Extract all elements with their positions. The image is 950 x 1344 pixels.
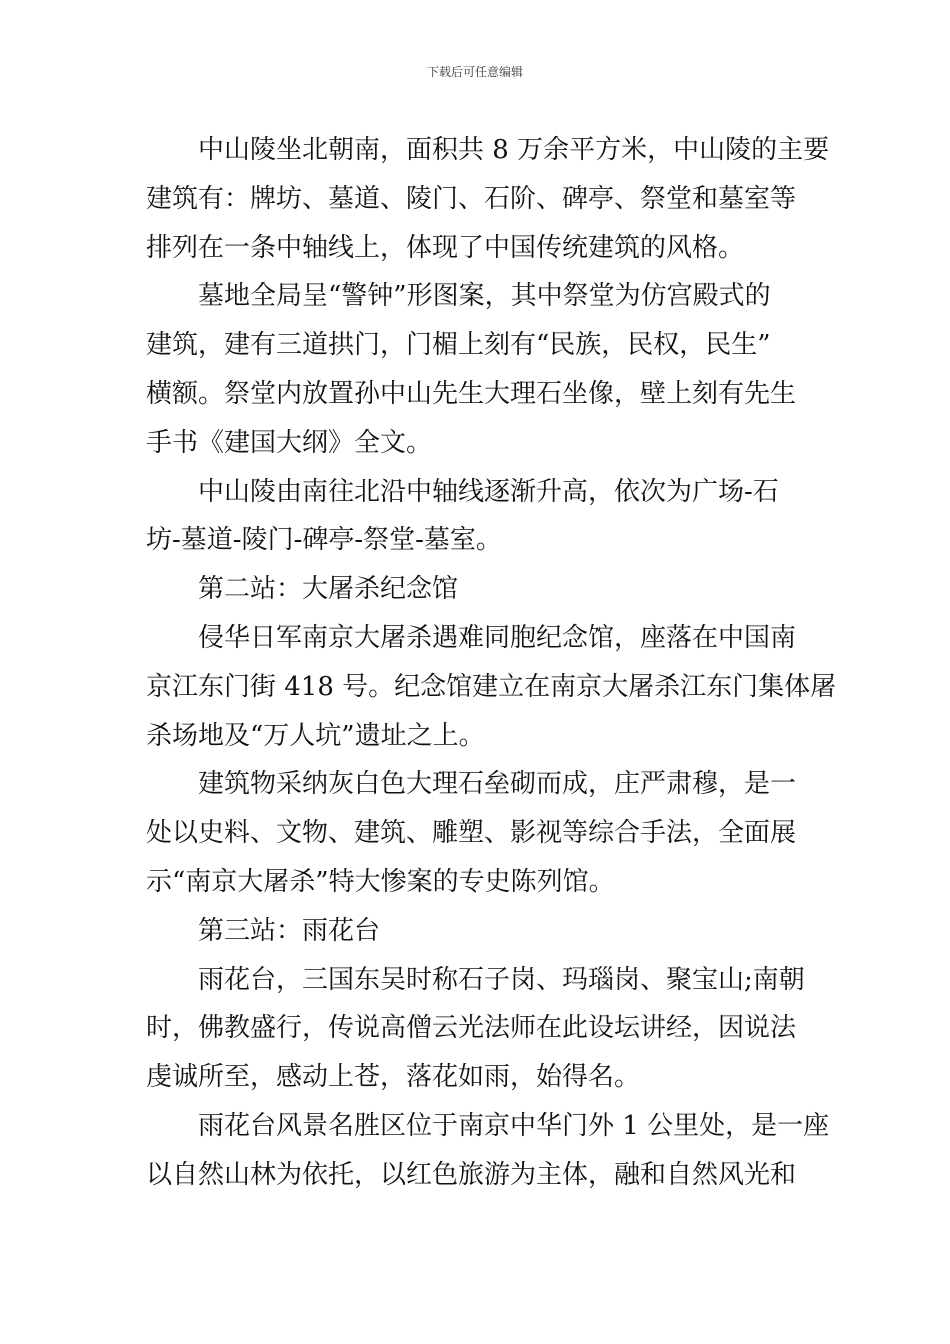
text-line: 示“南京大屠杀”特大惨案的专史陈列馆。 — [146, 866, 615, 897]
section-heading-stop-two — [146, 565, 806, 614]
text-line: 处以史料、文物、建筑、雕塑、影视等综合手法，全面展 — [146, 818, 797, 849]
text-line: 中山陵坐北朝南，面积共 8 万余平方米，中山陵的主要 — [198, 135, 830, 165]
text-line: 排列在一条中轴线上，体现了中国传统建筑的风格。 — [146, 232, 745, 263]
paragraph-zhongshanling-layout — [146, 126, 830, 272]
text-line: 建筑，建有三道拱门，门楣上刻有“民族，民权，民生” — [146, 330, 771, 361]
paragraph-axis-sequence — [146, 468, 806, 566]
text-line: 虔诚所至，感动上苍，落花如雨，始得名。 — [146, 1062, 641, 1093]
paragraph-memorial-location — [146, 614, 837, 760]
section-heading-stop-three — [146, 907, 806, 956]
document-body — [146, 126, 837, 1200]
text-line: 侵华日军南京大屠杀遇难同胞纪念馆，座落在中国南 — [198, 622, 797, 653]
text-line: 第二站：大屠杀纪念馆 — [198, 574, 459, 605]
text-line: 雨花台，三国东吴时称石子岗、玛瑙岗、聚宝山;南朝 — [198, 964, 805, 995]
text-line: 横额。祭堂内放置孙中山先生大理石坐像，壁上刻有先生 — [146, 378, 797, 409]
paragraph-tomb-design — [146, 272, 806, 467]
text-line: 以自然山林为依托，以红色旅游为主体，融和自然风光和 — [146, 1159, 797, 1190]
text-line: 建筑物采纳灰白色大理石垒砌而成，庄严肃穆，是一 — [198, 769, 797, 800]
text-line: 中山陵由南往北沿中轴线逐渐升高，依次为广场-石 — [198, 476, 779, 507]
text-line: 第三站：雨花台 — [198, 915, 381, 946]
paragraph-yuhuatai-scenic-area — [146, 1102, 830, 1200]
text-line: 时，佛教盛行，传说高僧云光法师在此设坛讲经，因说法 — [146, 1013, 797, 1044]
text-line: 墓地全局呈“警钟”形图案，其中祭堂为仿宫殿式的 — [198, 281, 771, 312]
paragraph-memorial-building — [146, 760, 806, 906]
page-header: 下载后可任意编辑 — [426, 65, 523, 79]
text-line: 杀场地及“万人坑”遗址之上。 — [146, 720, 485, 751]
paragraph-yuhuatai-history — [146, 956, 806, 1102]
text-line: 坊-墓道-陵门-碑亭-祭堂-墓室。 — [146, 525, 502, 556]
text-line: 手书《建国大纲》全文。 — [146, 427, 433, 458]
text-line: 建筑有：牌坊、墓道、陵门、石阶、碑亭、祭堂和墓室等 — [146, 183, 797, 214]
text-line: 雨花台风景名胜区位于南京中华门外 1 公里处，是一座 — [198, 1110, 830, 1141]
text-line: 京江东门街 418 号。纪念馆建立在南京大屠杀江东门集体屠 — [146, 671, 837, 702]
